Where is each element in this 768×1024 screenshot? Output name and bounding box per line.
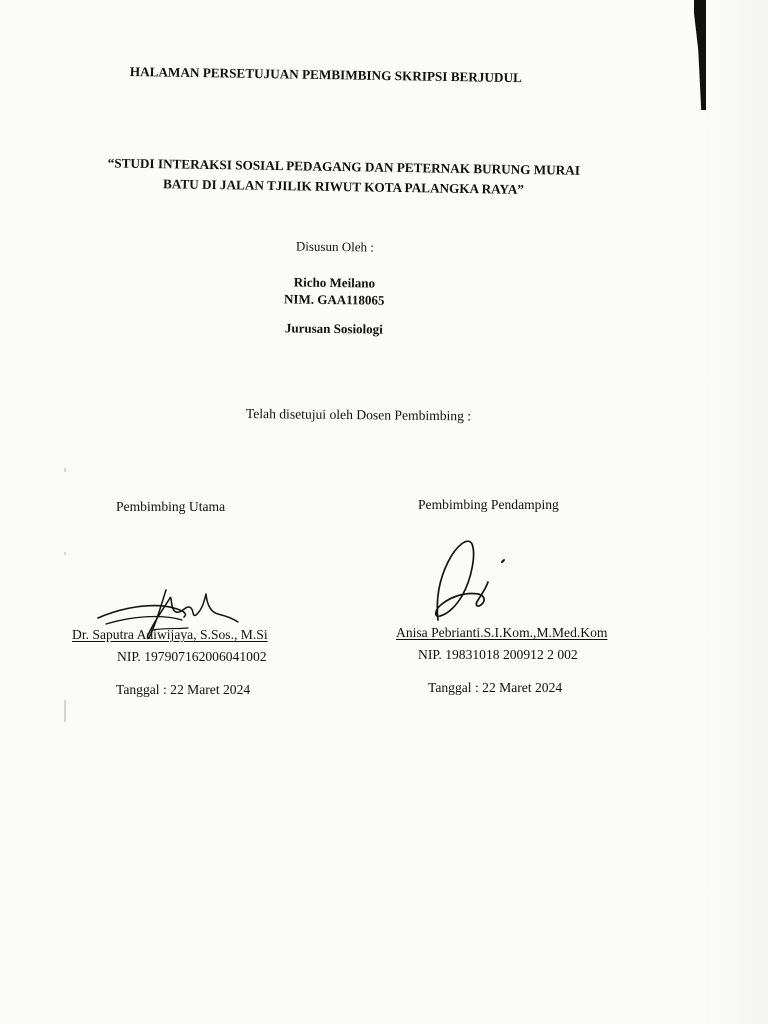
main-advisor-role: Pembimbing Utama <box>116 499 226 514</box>
co-advisor-date: Tanggal : 22 Maret 2024 <box>428 680 563 695</box>
author-block <box>249 238 420 338</box>
page-title: HALAMAN PERSETUJUAN PEMBIMBING SKRIPSI BERJUDUL <box>129 64 522 86</box>
page-edge-shadow <box>702 0 768 1024</box>
main-advisor-nip: NIP. 197907162006041002 <box>117 649 267 664</box>
approved-by-label: Telah disetujui oleh Dosen Pembimbing : <box>245 406 472 424</box>
co-advisor-name: Anisa Pebrianti.S.I.Kom.,M.Med.Kom <box>396 625 608 640</box>
thesis-title <box>83 153 604 201</box>
thesis-title-line-1: “STUDI INTERAKSI SOSIAL PEDAGANG DAN PETERNAK BURUNG MURAI <box>107 155 581 178</box>
main-advisor-date: Tanggal : 22 Maret 2024 <box>116 682 251 697</box>
author-nim: NIM. GAA118065 <box>283 291 385 308</box>
thesis-title-line-2: BATU DI JALAN TJILIK RIWUT KOTA PALANGKA RAYA” <box>162 176 525 197</box>
scan-speck <box>64 468 66 472</box>
author-name: Richo Meilano <box>293 274 376 291</box>
compiled-by-label: Disusun Oleh : <box>295 238 374 255</box>
department: Jurusan Sosiologi <box>284 320 383 337</box>
main-advisor-name: Dr. Saputra Adiwijaya, S.Sos., M.Si <box>72 627 268 642</box>
co-advisor-nip: NIP. 19831018 200912 2 002 <box>418 647 578 662</box>
scan-dark-strip <box>694 0 706 110</box>
scan-speck <box>64 700 66 722</box>
scan-speck <box>64 552 66 555</box>
co-advisor-role: Pembimbing Pendamping <box>418 497 559 512</box>
co-advisor-signature <box>428 532 518 628</box>
